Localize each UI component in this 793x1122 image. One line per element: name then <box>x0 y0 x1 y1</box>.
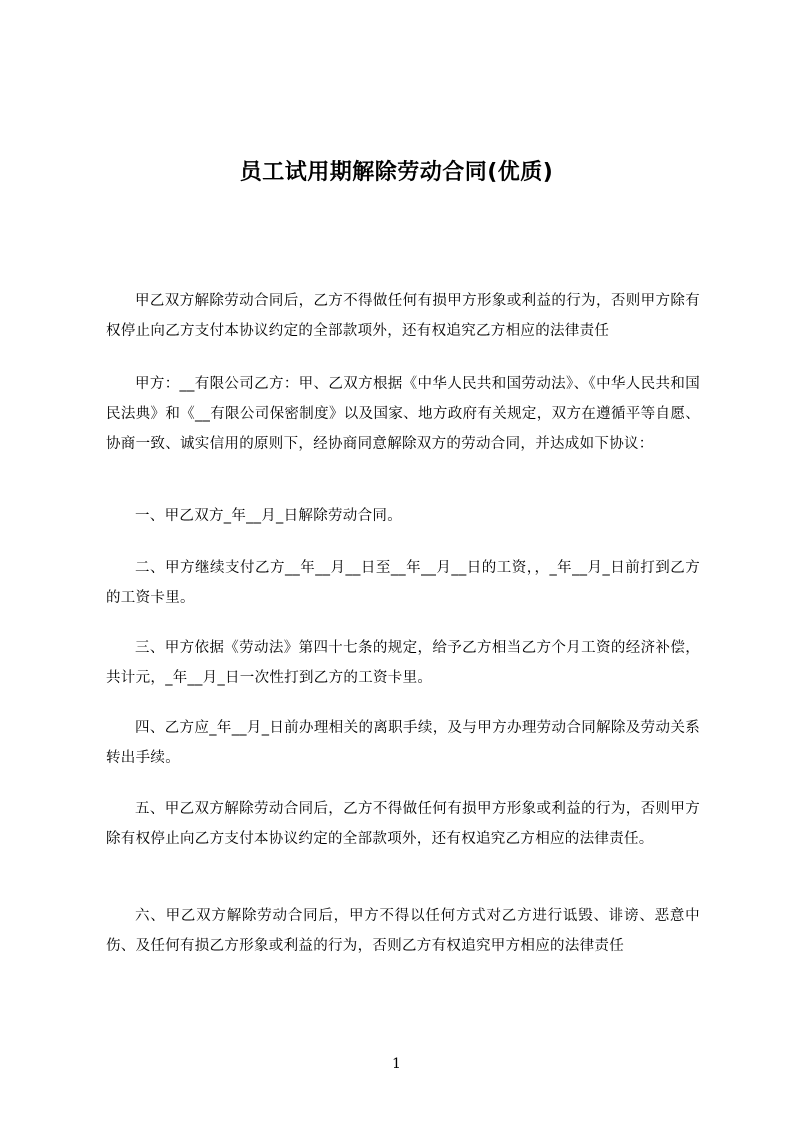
clause-1: 一、甲乙双方_年__月_日解除劳动合同。 <box>135 508 402 524</box>
clause-3: 三、甲方依据《劳动法》第四十七条的规定，给予乙方相当乙方个月工资的经济补偿，共计元，_年__月_日一次性打到乙方的工资卡里。 <box>106 640 700 686</box>
clause-6: 六、甲乙双方解除劳动合同后，甲方不得以任何方式对乙方进行诋毁、诽谤、恶意中伤、及任何有损乙方形象或利益的行为，否则乙方有权追究甲方相应的法律责任 <box>106 908 700 954</box>
paragraph-parties-agreement: 甲方：__有限公司乙方：甲、乙双方根据《中华人民共和国劳动法》、《中华人民共和国民法典》和《__有限公司保密制度》以及国家、地方政府有关规定，双方在遵循平等自愿、协商一致、诚实信用的原则下，经协商同意解除双方的劳动合同，并达成如下协议： <box>106 376 700 452</box>
page-number: 1 <box>392 1056 401 1072</box>
clause-2: 二、甲方继续支付乙方__年__月__日至__年__月__日的工资，，_年__月_日前打到乙方的工资卡里。 <box>106 560 700 606</box>
document-title: 员工试用期解除劳动合同(优质) <box>239 159 554 185</box>
paragraph-preamble-obligation: 甲乙双方解除劳动合同后，乙方不得做任何有损甲方形象或利益的行为，否则甲方除有权停止向乙方支付本协议约定的全部款项外，还有权追究乙方相应的法律责任 <box>106 293 700 339</box>
clause-4: 四、乙方应_年__月_日前办理相关的离职手续，及与甲方办理劳动合同解除及劳动关系转出手续。 <box>106 720 700 766</box>
clause-5: 五、甲乙双方解除劳动合同后，乙方不得做任何有损甲方形象或利益的行为，否则甲方除有权停止向乙方支付本协议约定的全部款项外，还有权追究乙方相应的法律责任。 <box>106 801 700 847</box>
